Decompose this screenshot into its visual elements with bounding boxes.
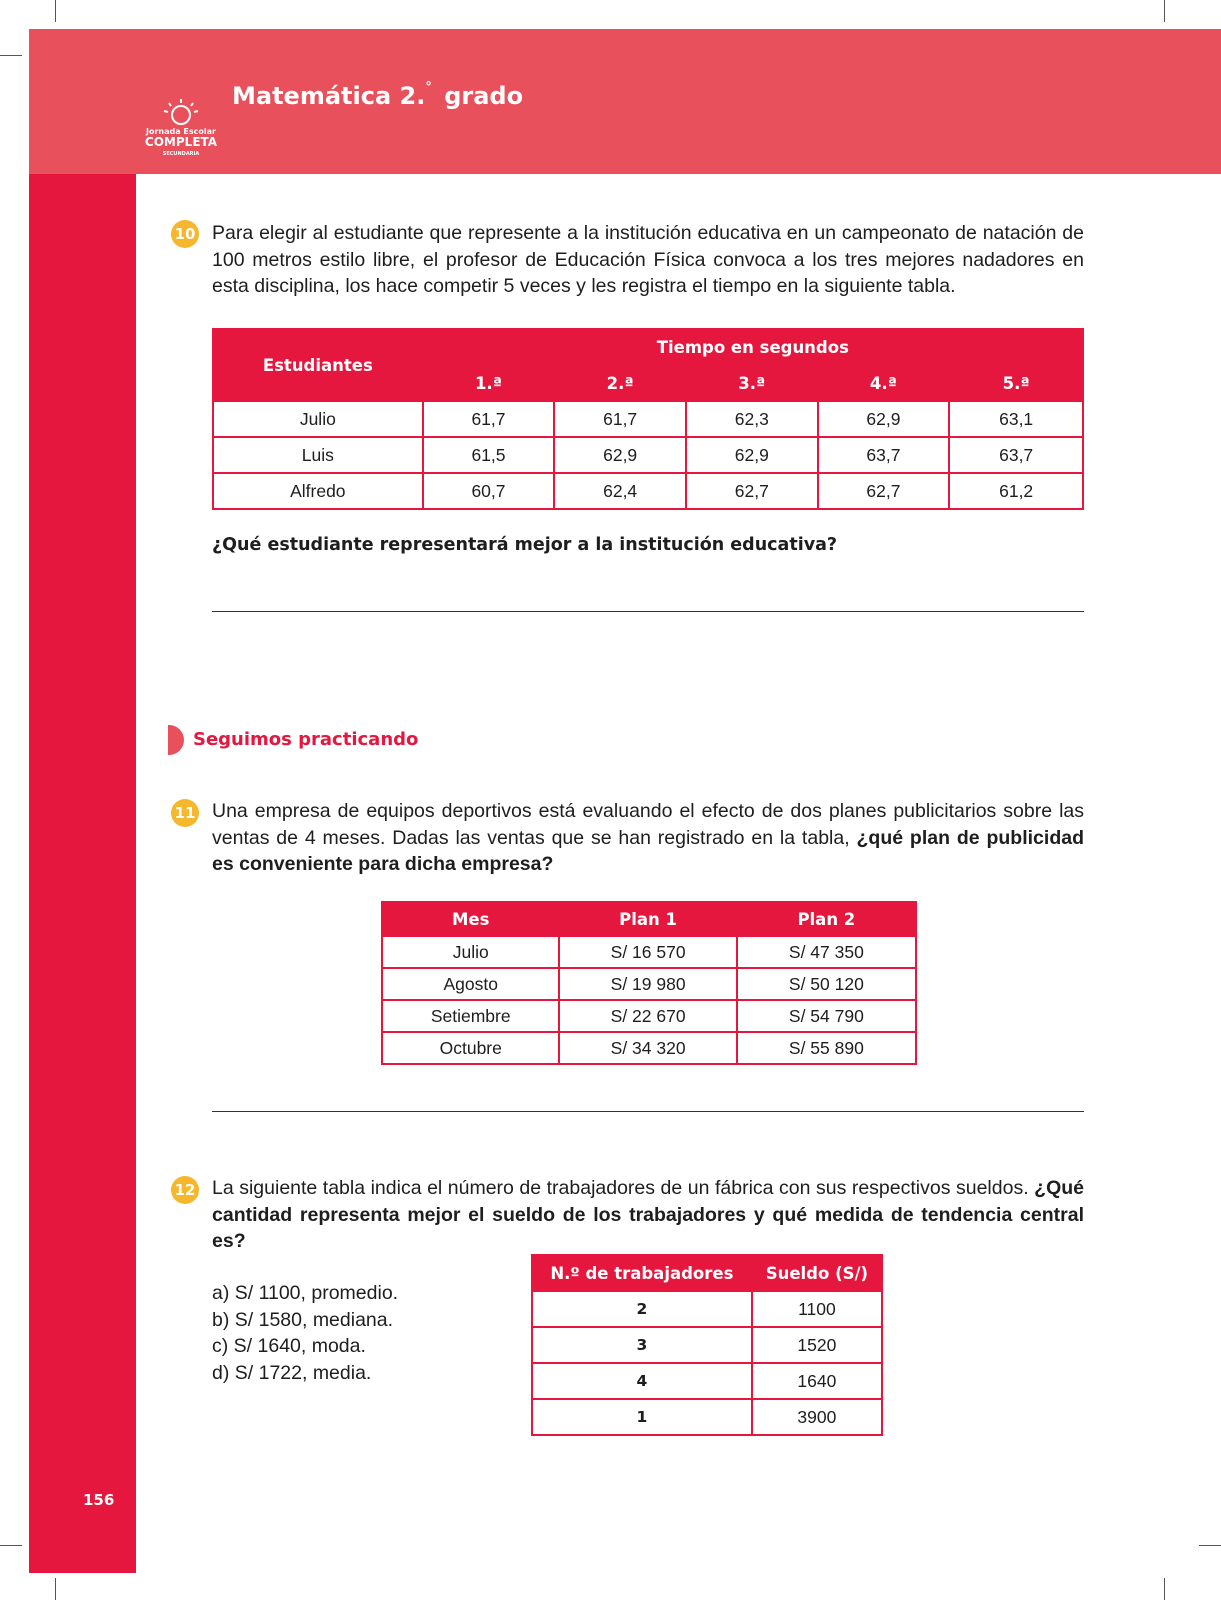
time-cell: 63,7 — [818, 437, 950, 473]
workers-cell: 3 — [532, 1327, 752, 1363]
salary-cell: 1100 — [752, 1291, 882, 1327]
table-row — [532, 1363, 882, 1399]
page-title: Matemática 2.° grado — [232, 80, 524, 110]
crop-mark — [0, 55, 22, 56]
workers-cell: 1 — [532, 1399, 752, 1435]
sales-cell: S/ 19 980 — [559, 968, 736, 1000]
table-row — [213, 437, 1083, 473]
time-cell: 61,7 — [423, 401, 555, 437]
salary-cell: 1640 — [752, 1363, 882, 1399]
time-cell: 60,7 — [423, 473, 555, 509]
col-header: Plan 2 — [737, 902, 916, 936]
header-tiempo: Tiempo en segundos — [423, 329, 1083, 365]
table-row — [382, 968, 916, 1000]
month-cell: Agosto — [382, 968, 559, 1000]
time-cell: 62,3 — [686, 401, 818, 437]
time-cell: 61,2 — [949, 473, 1083, 509]
salary-cell: 1520 — [752, 1327, 882, 1363]
sales-cell: S/ 16 570 — [559, 936, 736, 968]
svg-text:Jornada Escolar: Jornada Escolar — [146, 127, 216, 136]
exercise-10-question: ¿Qué estudiante representará mejor a la institución educativa? — [212, 535, 838, 555]
table-row — [382, 1032, 916, 1064]
col-header: 4.ª — [818, 365, 950, 401]
sales-cell: S/ 55 890 — [737, 1032, 916, 1064]
col-header: Sueldo (S/) — [752, 1255, 882, 1291]
option-c[interactable]: c) S/ 1640, moda. — [212, 1335, 366, 1357]
time-cell: 62,7 — [686, 473, 818, 509]
sales-cell: S/ 34 320 — [559, 1032, 736, 1064]
swimming-times-table — [212, 328, 1084, 510]
exercise-number-badge: 12 — [171, 1176, 199, 1204]
exercise-12-text: La siguiente tabla indica el número de trabajadores de un fábrica con sus respectivos sueldos. ¿Qué cantidad representa mejor el sueldo de los trabajadores y qué medida de tendencia central es? — [212, 1177, 1084, 1252]
table-row — [532, 1327, 882, 1363]
option-a[interactable]: a) S/ 1100, promedio. — [212, 1282, 399, 1304]
section-title: Seguimos practicando — [193, 729, 419, 750]
header-estudiantes: Estudiantes — [213, 329, 423, 401]
table-row — [213, 473, 1083, 509]
option-d[interactable]: d) S/ 1722, media. — [212, 1361, 372, 1384]
time-cell: 61,7 — [554, 401, 686, 437]
student-name: Luis — [213, 437, 423, 473]
time-cell: 62,9 — [818, 401, 950, 437]
svg-text:COMPLETA: COMPLETA — [144, 135, 218, 149]
month-cell: Julio — [382, 936, 559, 968]
table-row — [382, 1000, 916, 1032]
side-stripe — [29, 174, 136, 1573]
workers-cell: 2 — [532, 1291, 752, 1327]
month-cell: Octubre — [382, 1032, 559, 1064]
exercise-10-text: Para elegir al estudiante que represente a la institución educativa en un campeonato de natación de 100 metros estilo libre, el profesor de Educación Física convoca a los tres mejores nadadores en esta disciplina, los hace competir 5 veces y les registra el tiempo en la siguiente tabla. — [212, 222, 1084, 297]
crop-mark — [1199, 1545, 1221, 1546]
sales-cell: S/ 22 670 — [559, 1000, 736, 1032]
crop-mark — [1164, 0, 1165, 22]
exercise-number-badge: 10 — [171, 220, 199, 248]
col-header: 5.ª — [949, 365, 1083, 401]
time-cell: 62,9 — [554, 437, 686, 473]
crop-mark — [1164, 1578, 1165, 1600]
answer-line[interactable] — [212, 1111, 1084, 1112]
option-b[interactable]: b) S/ 1580, mediana. — [212, 1308, 394, 1331]
sales-cell: S/ 50 120 — [737, 968, 916, 1000]
advertising-plans-table — [381, 901, 917, 1065]
exercise-11-text: Una empresa de equipos deportivos está evaluando el efecto de dos planes publicitarios sobre las ventas de 4 meses. Dadas las ventas que se han registrado en la tabla, ¿qué plan de publicidad es conveniente para dicha empresa? — [212, 800, 1084, 875]
answer-line[interactable] — [212, 611, 1084, 612]
answer-options — [212, 1280, 398, 1386]
salary-cell: 3900 — [752, 1399, 882, 1435]
month-cell: Setiembre — [382, 1000, 559, 1032]
student-name: Alfredo — [213, 473, 423, 509]
col-header: 3.ª — [686, 365, 818, 401]
workers-cell: 4 — [532, 1363, 752, 1399]
time-cell: 62,4 — [554, 473, 686, 509]
time-cell: 63,1 — [949, 401, 1083, 437]
section-marker — [168, 725, 184, 755]
col-header: N.º de trabajadores — [532, 1255, 752, 1291]
sales-cell: S/ 47 350 — [737, 936, 916, 968]
sales-cell: S/ 54 790 — [737, 1000, 916, 1032]
crop-mark — [55, 0, 56, 22]
time-cell: 63,7 — [949, 437, 1083, 473]
jornada-escolar-logo — [140, 97, 222, 159]
crop-mark — [55, 1578, 56, 1600]
col-header: Mes — [382, 902, 559, 936]
exercise-number-badge: 11 — [171, 799, 199, 827]
table-row — [532, 1291, 882, 1327]
table-row — [382, 936, 916, 968]
col-header: 1.ª — [423, 365, 555, 401]
student-name: Julio — [213, 401, 423, 437]
page-number: 156 — [83, 1491, 115, 1509]
time-cell: 62,9 — [686, 437, 818, 473]
table-row — [532, 1399, 882, 1435]
salaries-table — [531, 1254, 883, 1436]
svg-text:SECUNDARIA: SECUNDARIA — [162, 151, 200, 157]
time-cell: 62,7 — [818, 473, 950, 509]
time-cell: 61,5 — [423, 437, 555, 473]
table-row — [213, 401, 1083, 437]
crop-mark — [0, 1545, 22, 1546]
col-header: Plan 1 — [559, 902, 736, 936]
col-header: 2.ª — [554, 365, 686, 401]
